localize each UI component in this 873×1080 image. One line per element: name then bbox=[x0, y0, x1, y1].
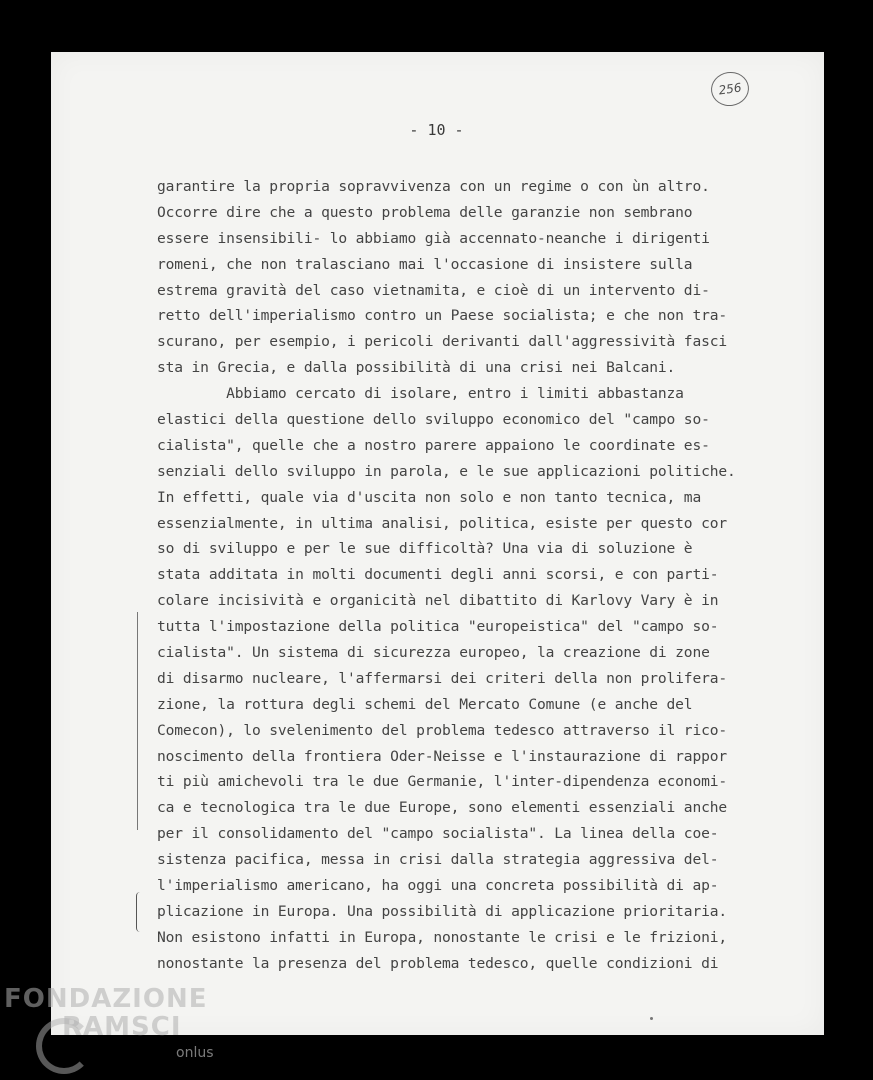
text-line: sta in Grecia, e dalla possibilità di una crisi nei Balcani. bbox=[157, 359, 676, 377]
text-line: di disarmo nucleare, l'affermarsi dei criteri della non prolifera- bbox=[157, 669, 727, 687]
text-line: plicazione in Europa. Una possibilità di applicazione prioritaria. bbox=[157, 902, 727, 920]
ink-dot bbox=[650, 1017, 653, 1020]
text-line: so di sviluppo e per le sue difficoltà? Una via di soluzione è bbox=[157, 540, 693, 558]
text-line: In effetti, quale via d'uscita non solo e non tanto tecnica, ma bbox=[157, 488, 702, 506]
text-line: estrema gravità del caso vietnamita, e cioè di un intervento di- bbox=[157, 281, 710, 299]
text-line: elastici della questione dello sviluppo economico del "campo so- bbox=[157, 411, 710, 429]
text-line: noscimento della frontiera Oder-Neisse e l'instaurazione di rappor bbox=[157, 747, 727, 765]
text-line: garantire la propria sopravvivenza con un regime o con ùn altro. bbox=[157, 178, 710, 195]
text-line: nonostante la presenza del problema tedesco, quelle condizioni di bbox=[157, 954, 719, 972]
text-line: per il consolidamento del "campo socialista". La linea della coe- bbox=[157, 825, 719, 843]
text-line: Abbiamo cercato di isolare, entro i limiti abbastanza bbox=[157, 385, 684, 403]
text-line: Occorre dire che a questo problema delle garanzie non sembrano bbox=[157, 203, 693, 221]
text-line: retto dell'imperialismo contro un Paese socialista; e che non tra- bbox=[157, 307, 727, 325]
margin-bracket-mark bbox=[136, 892, 141, 932]
text-line: cialista", quelle che a nostro parere appaiono le coordinate es- bbox=[157, 436, 710, 454]
text-line: romeni, che non tralasciano mai l'occasione di insistere sulla bbox=[157, 255, 693, 273]
text-line: essere insensibili- lo abbiamo già accennato-neanche i dirigenti bbox=[157, 229, 710, 247]
text-line: senziali dello sviluppo in parola, e le sue applicazioni politiche. bbox=[157, 462, 736, 480]
watermark-line1: FONDAZIONE bbox=[4, 984, 208, 1014]
text-line: Non esistono infatti in Europa, nonostante le crisi e le frizioni, bbox=[157, 928, 727, 946]
archive-stamp: 256 bbox=[709, 70, 751, 109]
watermark-line2: RAMSCI bbox=[62, 1012, 182, 1042]
text-line: essenzialmente, in ultima analisi, politica, esiste per questo cor bbox=[157, 514, 727, 532]
text-line: ca e tecnologica tra le due Europe, sono elementi essenziali anche bbox=[157, 799, 727, 817]
text-line: ti più amichevoli tra le due Germanie, l'inter-dipendenza economi- bbox=[157, 773, 727, 791]
text-line: l'imperialismo americano, ha oggi una concreta possibilità di ap- bbox=[157, 877, 719, 895]
text-line: colare incisività e organicità nel dibattito di Karlovy Vary è in bbox=[157, 592, 719, 610]
text-line: zione, la rottura degli schemi del Mercato Comune (e anche del bbox=[157, 695, 693, 713]
text-line: tutta l'impostazione della politica "europeistica" del "campo so- bbox=[157, 618, 719, 636]
text-line: sistenza pacifica, messa in crisi dalla strategia aggressiva del- bbox=[157, 851, 719, 869]
page-number: - 10 - bbox=[409, 121, 464, 139]
text-line: scurano, per esempio, i pericoli derivanti dall'aggressività fasci bbox=[157, 333, 727, 351]
body-text bbox=[157, 174, 777, 977]
watermark-onlus: onlus bbox=[176, 1045, 214, 1061]
foundation-watermark bbox=[4, 984, 207, 1040]
text-line: Comecon), lo svelenimento del problema tedesco attraverso il rico- bbox=[157, 721, 727, 739]
margin-pencil-mark bbox=[137, 612, 141, 830]
text-line: stata additata in molti documenti degli anni scorsi, e con parti- bbox=[157, 566, 719, 584]
text-line: cialista". Un sistema di sicurezza europeo, la creazione di zone bbox=[157, 644, 710, 662]
